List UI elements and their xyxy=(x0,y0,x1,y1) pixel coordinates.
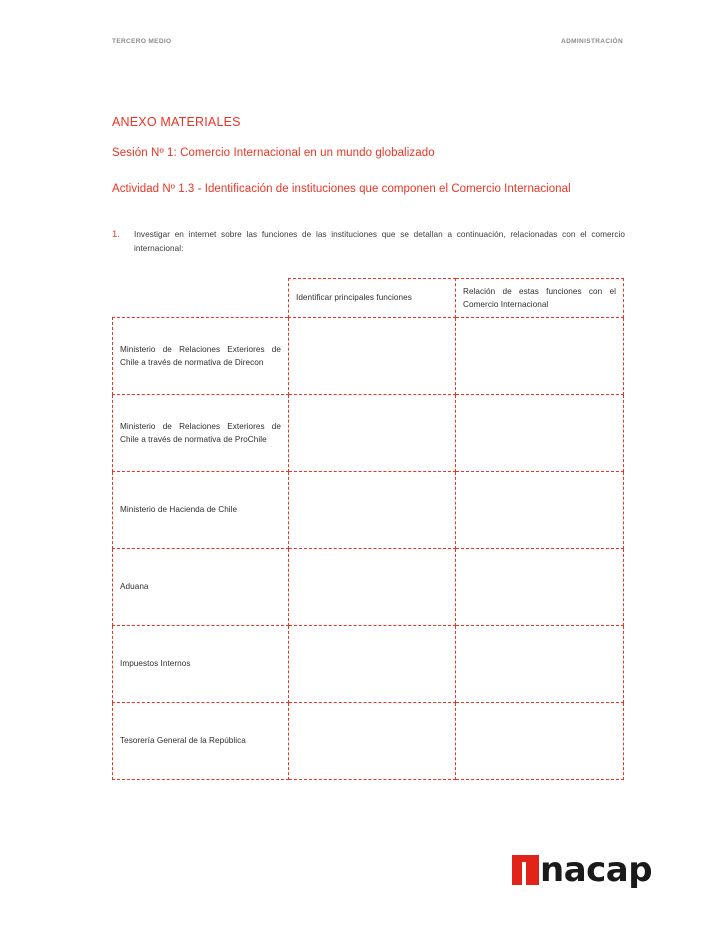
row-cell-functions[interactable] xyxy=(289,549,456,626)
inacap-logo xyxy=(512,850,653,890)
institutions-table xyxy=(112,278,624,780)
table-row xyxy=(113,472,624,549)
table-row xyxy=(113,703,624,780)
table-row xyxy=(113,626,624,703)
row-label-prochile: Ministerio de Relaciones Exteriores de Chile a través de normativa de ProChile xyxy=(113,395,289,472)
row-label-impuestos: Impuestos Internos xyxy=(113,626,289,703)
row-label-direcon: Ministerio de Relaciones Exteriores de Chile a través de normativa de Direcon xyxy=(113,318,289,395)
row-cell-functions[interactable] xyxy=(289,395,456,472)
instruction-item xyxy=(112,228,625,256)
table-header-functions: Identificar principales funciones xyxy=(289,279,456,318)
table-row xyxy=(113,395,624,472)
table-header-relation: Relación de estas funciones con el Comercio Internacional xyxy=(456,279,624,318)
anexo-title: ANEXO MATERIALES xyxy=(112,115,241,129)
inacap-logo-wordmark: nacap xyxy=(540,850,653,890)
table-header-blank xyxy=(113,279,289,318)
row-label-hacienda: Ministerio de Hacienda de Chile xyxy=(113,472,289,549)
table-row xyxy=(113,318,624,395)
running-head-left: TERCERO MEDIO xyxy=(112,38,172,45)
row-cell-relation[interactable] xyxy=(456,626,624,703)
row-cell-relation[interactable] xyxy=(456,472,624,549)
table-header-row xyxy=(113,279,624,318)
instruction-text: Investigar en internet sobre las funciones de las instituciones que se detallan a continuación, relacionadas con el comercio internacional: xyxy=(134,230,625,253)
row-cell-functions[interactable] xyxy=(289,703,456,780)
row-cell-relation[interactable] xyxy=(456,395,624,472)
row-cell-functions[interactable] xyxy=(289,472,456,549)
running-head xyxy=(112,38,623,45)
running-head-right: ADMINISTRACIÓN xyxy=(561,38,623,45)
row-cell-relation[interactable] xyxy=(456,318,624,395)
row-cell-functions[interactable] xyxy=(289,318,456,395)
row-cell-relation[interactable] xyxy=(456,703,624,780)
actividad-title: Actividad Nº 1.3 - Identificación de instituciones que componen el Comercio Internacional xyxy=(112,183,571,195)
instruction-number: 1. xyxy=(112,229,120,240)
row-cell-functions[interactable] xyxy=(289,626,456,703)
table-row xyxy=(113,549,624,626)
inacap-logo-mark-icon xyxy=(512,855,539,885)
row-label-tesoreria: Tesorería General de la República xyxy=(113,703,289,780)
row-cell-relation[interactable] xyxy=(456,549,624,626)
sesion-title: Sesión Nº 1: Comercio Internacional en un mundo globalizado xyxy=(112,147,435,159)
row-label-aduana: Aduana xyxy=(113,549,289,626)
